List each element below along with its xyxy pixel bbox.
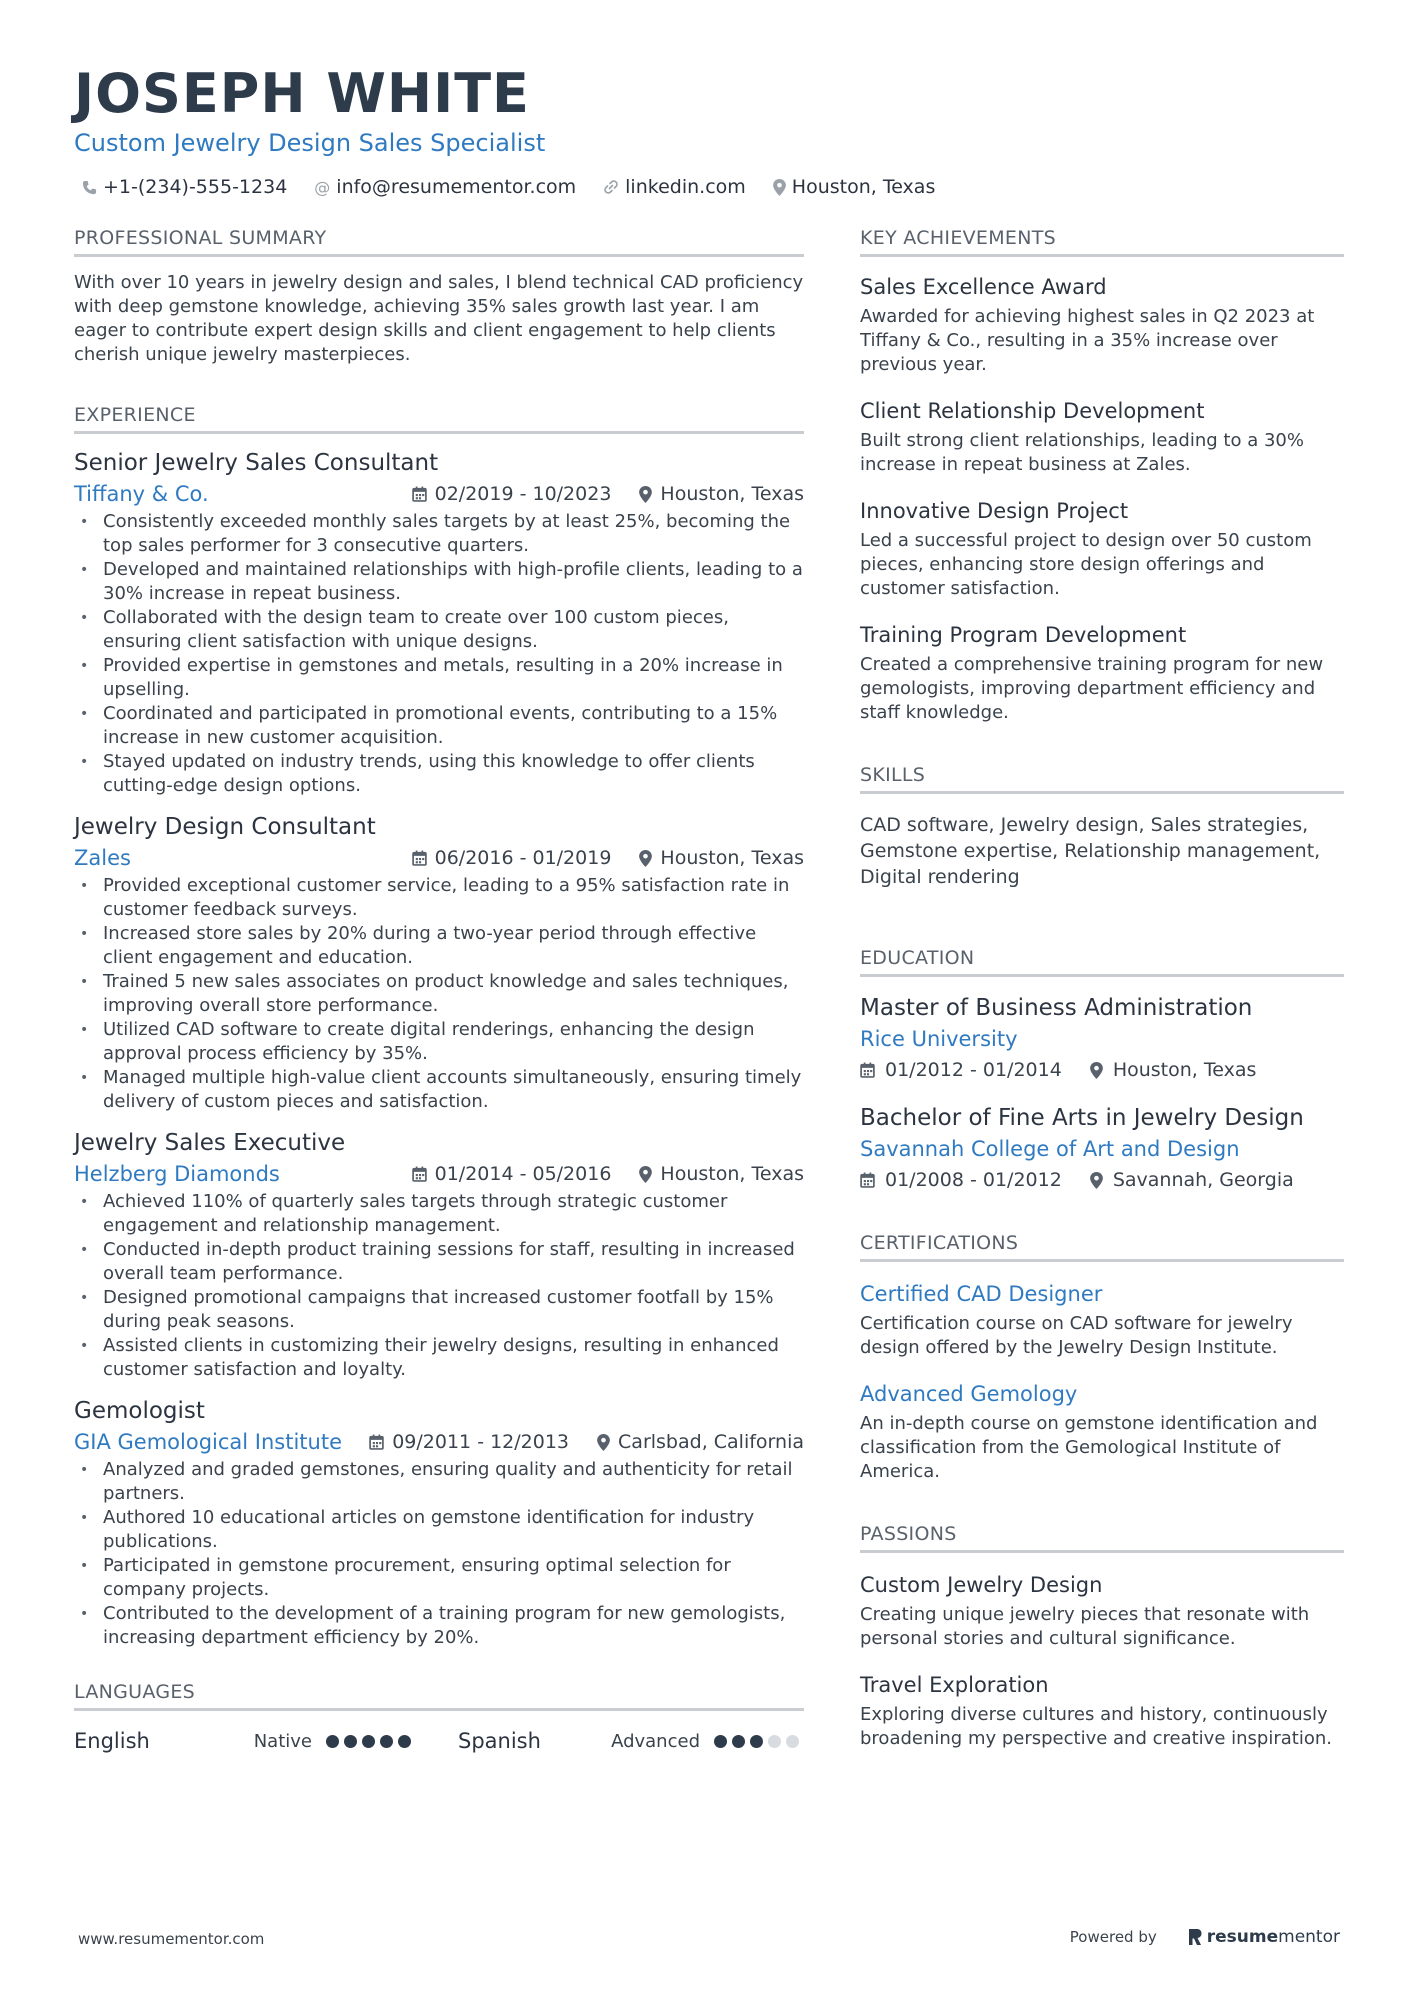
- company-name: Tiffany & Co.: [74, 482, 209, 506]
- education-entry: [860, 993, 1344, 1081]
- passion-text: Creating unique jewelry pieces that resonate with personal stories and cultural significance.: [860, 1604, 1310, 1649]
- contact-email[interactable]: [314, 176, 576, 198]
- job-bullets: [74, 1190, 804, 1382]
- degree: Master of Business Administration: [860, 995, 1253, 1021]
- at-icon: @: [314, 177, 331, 197]
- location-pin-icon: [597, 1434, 610, 1451]
- certification-title: Advanced Gemology: [860, 1382, 1078, 1406]
- achievement-title: Training Program Development: [860, 623, 1187, 647]
- location-pin-icon: [1090, 1172, 1103, 1189]
- job-meta: [74, 480, 804, 508]
- location-pin-icon: [639, 850, 652, 867]
- skills-text: CAD software, Jewelry design, Sales strategies, Gemstone expertise, Relationship management, Digital rendering: [860, 814, 1321, 888]
- experience-bullet: • Conducted in-depth product training sessions for staff, resulting in increased overall team performance.: [74, 1238, 804, 1286]
- language-level: Advanced: [611, 1730, 700, 1752]
- experience-bullet: • Trained 5 new sales associates on product knowledge and sales techniques, improving overall store performance.: [74, 970, 804, 1018]
- passion-title: Travel Exploration: [860, 1673, 1049, 1697]
- certification-item: [860, 1280, 1344, 1360]
- experience-bullet: • Developed and maintained relationships with high-profile clients, leading to a 30% increase in repeat business.: [74, 558, 804, 606]
- job-dates: 09/2011 - 12/2013: [392, 1431, 570, 1453]
- achievement-text: Created a comprehensive training program for new gemologists, improving department efficiency and staff knowledge.: [860, 654, 1324, 723]
- job-bullets: [74, 510, 804, 798]
- education-dates: 01/2008 - 01/2012: [885, 1169, 1062, 1191]
- footer-brand: [1070, 1927, 1340, 1947]
- section-heading: PASSIONS: [860, 1522, 1344, 1553]
- job-role: Gemologist: [74, 1398, 205, 1424]
- email-text: info@resumementor.com: [336, 176, 577, 198]
- company-name: Helzberg Diamonds: [74, 1162, 280, 1186]
- rating-dot: [732, 1735, 745, 1748]
- experience-bullet: • Provided expertise in gemstones and metals, resulting in a 20% increase in upselling.: [74, 654, 804, 702]
- experience-bullet: • Authored 10 educational articles on gemstone identification for industry publications.: [74, 1506, 804, 1554]
- passions-section: [860, 1522, 1344, 1751]
- achievement-item: [860, 621, 1344, 725]
- education-location: Savannah, Georgia: [1112, 1169, 1294, 1191]
- language-rating: [714, 1735, 804, 1748]
- job-role: Senior Jewelry Sales Consultant: [74, 450, 439, 476]
- experience-bullet: • Assisted clients in customizing their jewelry designs, resulting in enhanced customer satisfaction and loyalty.: [74, 1334, 804, 1382]
- education-location: Houston, Texas: [1112, 1059, 1257, 1081]
- education-entry: [860, 1103, 1344, 1191]
- certification-item: [860, 1380, 1344, 1484]
- achievement-title: Sales Excellence Award: [860, 275, 1107, 299]
- summary-text: With over 10 years in jewelry design and sales, I blend technical CAD proficiency with deep gemstone knowledge, achieving 35% sales growth last year. I am eager to contribute expert design skills and client engagement to help clients cherish unique jewelry masterpieces.: [74, 272, 804, 365]
- candidate-name: JOSEPH WHITE: [74, 62, 530, 125]
- right-column: [860, 226, 1344, 1751]
- language-name: English: [74, 1729, 150, 1753]
- location-pin-icon: [639, 486, 652, 503]
- job-location: Carlsbad, California: [618, 1431, 804, 1453]
- experience-bullet: • Provided exceptional customer service, leading to a 95% satisfaction rate in customer feedback surveys.: [74, 874, 804, 922]
- job-date-location: [412, 483, 804, 505]
- job-dates: 02/2019 - 10/2023: [434, 483, 612, 505]
- brand-logo-icon: [1187, 1927, 1203, 1947]
- company-name: Zales: [74, 846, 131, 870]
- education-section: [860, 946, 1344, 1191]
- calendar-icon: [369, 1434, 384, 1450]
- achievement-text: Awarded for achieving highest sales in Q2 2023 at Tiffany & Co., resulting in a 35% increase over previous year.: [860, 306, 1315, 375]
- calendar-icon: [412, 1166, 427, 1182]
- job-meta: [74, 1160, 804, 1188]
- experience-entry: [74, 812, 804, 1114]
- candidate-title: Custom Jewelry Design Sales Specialist: [74, 129, 546, 157]
- job-date-location: [412, 847, 804, 869]
- experience-bullet: • Analyzed and graded gemstones, ensuring quality and authenticity for retail partners.: [74, 1458, 804, 1506]
- experience-entry: [74, 1128, 804, 1382]
- brand-logo[interactable]: [1187, 1927, 1340, 1947]
- calendar-icon: [860, 1062, 875, 1078]
- contact-bar: [82, 176, 1344, 198]
- languages-section: [74, 1680, 804, 1753]
- experience-bullet: • Coordinated and participated in promotional events, contributing to a 15% increase in new customer acquisition.: [74, 702, 804, 750]
- footer-website[interactable]: www.resumementor.com: [78, 1930, 265, 1948]
- achievements-section: [860, 226, 1344, 725]
- experience-bullet: • Managed multiple high-value client accounts simultaneously, ensuring timely delivery of custom pieces and satisfaction.: [74, 1066, 804, 1114]
- language-item: [458, 1729, 804, 1753]
- link-icon: [603, 179, 619, 195]
- school-name: Rice University: [860, 1027, 1018, 1051]
- experience-entry: [74, 448, 804, 798]
- powered-by-text: Powered by: [1069, 1928, 1157, 1946]
- section-heading: PROFESSIONAL SUMMARY: [74, 226, 804, 257]
- achievement-title: Innovative Design Project: [860, 499, 1129, 523]
- rating-dot: [768, 1735, 781, 1748]
- experience-bullet: • Achieved 110% of quarterly sales targets through strategic customer engagement and relationship management.: [74, 1190, 804, 1238]
- job-meta: [74, 1428, 804, 1456]
- section-heading: EXPERIENCE: [74, 403, 804, 434]
- experience-bullet: • Contributed to the development of a training program for new gemologists, increasing department efficiency by 20%.: [74, 1602, 804, 1650]
- education-meta: [860, 1169, 1344, 1191]
- summary-section: [74, 226, 804, 367]
- achievement-item: [860, 497, 1344, 601]
- section-heading: EDUCATION: [860, 946, 1344, 977]
- calendar-icon: [860, 1172, 875, 1188]
- school-name: Savannah College of Art and Design: [860, 1137, 1240, 1161]
- location-text: Houston, Texas: [791, 176, 936, 198]
- achievement-title: Client Relationship Development: [860, 399, 1205, 423]
- rating-dot: [362, 1735, 375, 1748]
- language-rating: [326, 1735, 416, 1748]
- left-column: [74, 226, 804, 1753]
- location-pin-icon: [1090, 1062, 1103, 1079]
- education-meta: [860, 1059, 1344, 1081]
- resume-page: [74, 62, 1344, 1753]
- achievement-item: [860, 397, 1344, 477]
- skills-section: [860, 763, 1344, 890]
- section-heading: LANGUAGES: [74, 1680, 804, 1711]
- passion-item: [860, 1671, 1344, 1751]
- contact-location: [773, 176, 936, 198]
- job-role: Jewelry Design Consultant: [74, 814, 376, 840]
- location-pin-icon: [773, 179, 786, 196]
- achievement-text: Led a successful project to design over 50 custom pieces, enhancing store design offerings and customer satisfaction.: [860, 530, 1312, 599]
- education-dates: 01/2012 - 01/2014: [885, 1059, 1062, 1081]
- job-dates: 06/2016 - 01/2019: [434, 847, 612, 869]
- experience-entry: [74, 1396, 804, 1650]
- section-heading: KEY ACHIEVEMENTS: [860, 226, 1344, 257]
- degree: Bachelor of Fine Arts in Jewelry Design: [860, 1105, 1304, 1131]
- job-bullets: [74, 874, 804, 1114]
- achievement-text: Built strong client relationships, leading to a 30% increase in repeat business at Zales.: [860, 430, 1304, 475]
- rating-dot: [380, 1735, 393, 1748]
- rating-dot: [326, 1735, 339, 1748]
- experience-bullet: • Stayed updated on industry trends, using this knowledge to offer clients cutting-edge design options.: [74, 750, 804, 798]
- experience-bullet: • Increased store sales by 20% during a two-year period through effective client engagement and education.: [74, 922, 804, 970]
- experience-bullet: • Consistently exceeded monthly sales targets by at least 25%, becoming the top sales performer for 3 consecutive quarters.: [74, 510, 804, 558]
- job-date-location: [369, 1431, 804, 1453]
- experience-bullet: • Designed promotional campaigns that increased customer footfall by 15% during peak seasons.: [74, 1286, 804, 1334]
- passion-text: Exploring diverse cultures and history, continuously broadening my perspective and creative inspiration.: [860, 1704, 1332, 1749]
- section-heading: CERTIFICATIONS: [860, 1231, 1344, 1262]
- brand-bold: resume: [1206, 1927, 1279, 1947]
- rating-dot: [714, 1735, 727, 1748]
- experience-bullet: • Collaborated with the design team to create over 100 custom pieces, ensuring client satisfaction with unique designs.: [74, 606, 804, 654]
- phone-text: +1-(234)-555-1234: [103, 176, 288, 198]
- certification-title: Certified CAD Designer: [860, 1282, 1103, 1306]
- rating-dot: [750, 1735, 763, 1748]
- job-meta: [74, 844, 804, 872]
- phone-icon: [82, 180, 97, 195]
- certifications-section: [860, 1231, 1344, 1484]
- achievement-item: [860, 273, 1344, 377]
- linkedin-text: linkedin.com: [625, 176, 746, 198]
- job-location: Houston, Texas: [660, 847, 804, 869]
- experience-bullet: • Participated in gemstone procurement, ensuring optimal selection for company projects.: [74, 1554, 804, 1602]
- rating-dot: [786, 1735, 799, 1748]
- job-location: Houston, Texas: [660, 1163, 804, 1185]
- brand-rest: mentor: [1278, 1927, 1340, 1947]
- job-role: Jewelry Sales Executive: [74, 1130, 346, 1156]
- passion-item: [860, 1571, 1344, 1651]
- certification-text: An in-depth course on gemstone identification and classification from the Gemological Institute of America.: [860, 1413, 1318, 1482]
- language-level: Native: [253, 1730, 312, 1752]
- section-heading: SKILLS: [860, 763, 1344, 794]
- calendar-icon: [412, 850, 427, 866]
- company-name: GIA Gemological Institute: [74, 1430, 342, 1454]
- job-dates: 01/2014 - 05/2016: [434, 1163, 612, 1185]
- calendar-icon: [412, 486, 427, 502]
- experience-bullet: • Utilized CAD software to create digital renderings, enhancing the design approval process efficiency by 35%.: [74, 1018, 804, 1066]
- contact-phone[interactable]: [82, 176, 287, 198]
- rating-dot: [398, 1735, 411, 1748]
- language-name: Spanish: [458, 1729, 541, 1753]
- contact-linkedin[interactable]: [603, 176, 746, 198]
- job-location: Houston, Texas: [660, 483, 804, 505]
- certification-text: Certification course on CAD software for jewelry design offered by the Jewelry Design Institute.: [860, 1313, 1293, 1358]
- passion-title: Custom Jewelry Design: [860, 1573, 1103, 1597]
- language-list: [74, 1729, 804, 1753]
- location-pin-icon: [639, 1166, 652, 1183]
- job-bullets: [74, 1458, 804, 1650]
- language-item: [74, 1729, 458, 1753]
- job-date-location: [412, 1163, 804, 1185]
- experience-section: [74, 403, 804, 1650]
- rating-dot: [344, 1735, 357, 1748]
